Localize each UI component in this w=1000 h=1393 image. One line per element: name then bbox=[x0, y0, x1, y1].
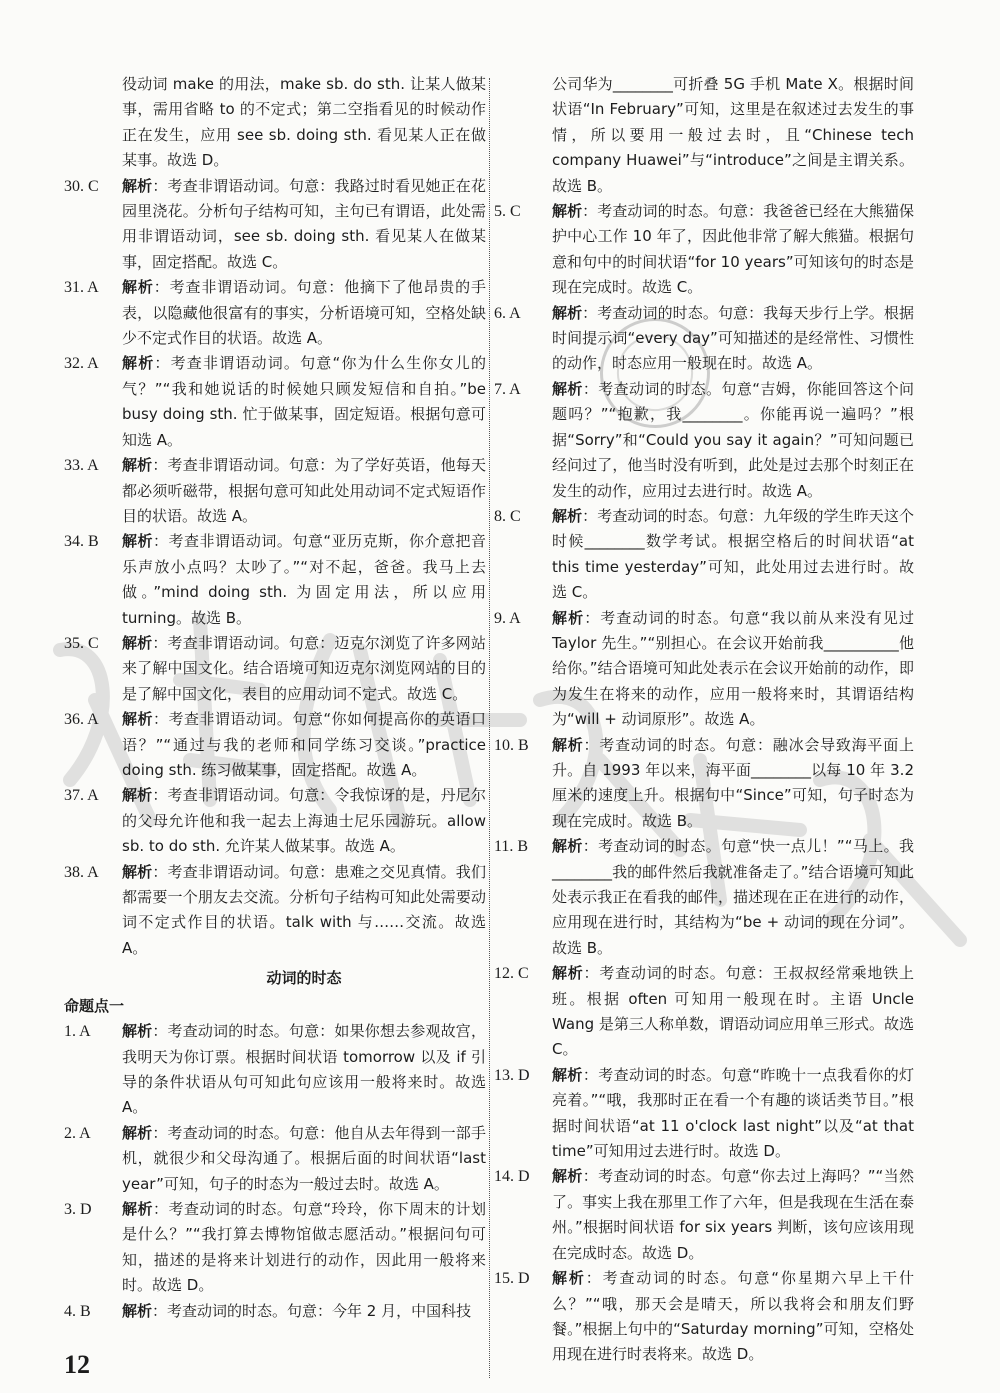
subhead: 命题点一 bbox=[64, 997, 125, 1016]
left-intro-continuation bbox=[64, 72, 486, 174]
analysis-text: ：考查动词的时态。句意“快一点儿！”“马上。我________我的邮件然后我就准备走了。”结合语境可知此处表示我正在看我的邮件，描述现在正在进行的动作，应用现在进行时，其结构为“be + 动词的现在分词”。故选 B。 bbox=[552, 837, 914, 957]
analysis-label: 解析 bbox=[552, 303, 583, 322]
analysis-label: 解析 bbox=[122, 532, 153, 551]
analysis-label: 解析 bbox=[552, 202, 583, 221]
analysis-label: 解析 bbox=[122, 1123, 153, 1142]
answer-entry bbox=[64, 351, 486, 453]
analysis-text: ：考查动词的时态。句意：融冰会导致海平面上升。自 1993 年以来，海平面________以每 10 年 3.2 厘米的速度上升。根据句中“Since”可知，句子时态为现在完成时。故选 B。 bbox=[552, 735, 914, 830]
answer-entry bbox=[494, 834, 914, 961]
analysis-label: 解析 bbox=[552, 1269, 586, 1288]
analysis-text: ：考查非谓语动词。句意：我路过时看见她正在花园里浇花。分析句子结构可知，主句已有谓语，此处需用非谓语动词，see sb. doing sth. 看见某人在做某事，固定搭配。故选 C。 bbox=[122, 176, 486, 271]
answer-entry bbox=[494, 1063, 914, 1165]
analysis-label: 解析 bbox=[122, 710, 153, 729]
analysis-text: ：考查动词的时态。句意：我爸爸已经在大熊猫保护中心工作 10 年了，因此他非常了解大熊猫。根据句意和句中的时间状语“for 10 years”可知该句的时态是现在完成时。故选 C。 bbox=[552, 202, 914, 297]
right-column bbox=[494, 72, 914, 1368]
answer-entry bbox=[64, 707, 486, 783]
answer-number: 7. A bbox=[494, 380, 521, 398]
answer-number: 32. A bbox=[64, 355, 99, 373]
answer-entry bbox=[64, 860, 486, 962]
analysis-label: 解析 bbox=[552, 506, 583, 525]
answer-number: 31. A bbox=[64, 279, 99, 297]
analysis-label: 解析 bbox=[552, 379, 583, 398]
answer-number: 10. B bbox=[494, 736, 529, 754]
answer-number: 8. C bbox=[494, 507, 521, 525]
analysis-label: 解析 bbox=[122, 1301, 153, 1320]
answer-number: 1. A bbox=[64, 1023, 91, 1041]
answer-number: 15. D bbox=[494, 1270, 530, 1288]
analysis-label: 解析 bbox=[122, 176, 153, 195]
analysis-label: 解析 bbox=[122, 1022, 153, 1041]
answer-number: 35. C bbox=[64, 634, 99, 652]
answer-entry bbox=[64, 631, 486, 707]
analysis-label: 解析 bbox=[552, 964, 584, 983]
answer-number: 37. A bbox=[64, 787, 99, 805]
analysis-text: ：考查动词的时态。句意“玲玲，你下周末的计划是什么？”“我打算去博物馆做志愿活动。”根据问句可知，描述的是将来计划进行的动作，因此用一般将来时。故选 D。 bbox=[122, 1200, 486, 1295]
analysis-text: ：考查非谓语动词。句意“你为什么生你女儿的气？”“我和她说话的时候她只顾发短信和自拍。”be busy doing sth. 忙于做某事，固定短语。根据句意可知选 A。 bbox=[122, 354, 486, 449]
answer-entry bbox=[494, 199, 914, 301]
analysis-text: ：考查动词的时态。句意：九年级的学生昨天这个时候________数学考试。根据空格后的时间状语“at this time yesterday”可知，此处用过去进行时。故选 C。 bbox=[552, 506, 914, 602]
analysis-text: ：考查动词的时态。句意“你去过上海吗？”“当然了。事实上我在那里工作了六年，但是我现在生活在泰州。”根据时间状语 for six years 判断，该句应该用现在完成时态。故选 D。 bbox=[552, 1167, 914, 1262]
page-number: 12 bbox=[64, 1350, 90, 1379]
analysis-label: 解析 bbox=[122, 633, 153, 652]
analysis-label: 解析 bbox=[122, 862, 153, 881]
right-continuation bbox=[494, 72, 914, 199]
answer-number: 5. C bbox=[494, 203, 521, 221]
answer-entry bbox=[64, 1197, 486, 1299]
answer-number: 33. A bbox=[64, 457, 99, 475]
answer-number: 12. C bbox=[494, 965, 529, 983]
analysis-text: ：考查非谓语动词。句意“亚历克斯，你介意把音乐声放小点吗？太吵了。”“对不起，爸爸。我马上去做。”mind doing sth. 为固定用法，所以应用 turning。故选 B。 bbox=[122, 532, 486, 627]
answer-entry bbox=[494, 377, 914, 504]
analysis-text: ：考查动词的时态。句意：今年 2 月，中国科技 bbox=[152, 1301, 472, 1320]
analysis-label: 解析 bbox=[122, 354, 155, 373]
analysis-label: 解析 bbox=[122, 278, 154, 297]
analysis-text: ：考查非谓语动词。句意：患难之交见真情。我们都需要一个朋友去交流。分析句子结构可知此处需要动词不定式作目的状语。talk with 与……交流。故选 A。 bbox=[122, 862, 486, 957]
left-column bbox=[64, 72, 486, 1324]
analysis-label: 解析 bbox=[122, 1200, 153, 1219]
answer-entry bbox=[64, 275, 486, 351]
answer-number: 30. C bbox=[64, 177, 99, 195]
analysis-text: ：考查动词的时态。句意“你星期六早上干什么？”“哦，那天会是晴天，所以我将会和朋友们野餐。”根据上句中的“Saturday morning”可知，空格处用现在进行时表将来。故选 D。 bbox=[552, 1269, 914, 1364]
answer-number: 9. A bbox=[494, 609, 521, 627]
answer-entry bbox=[494, 504, 914, 606]
analysis-text: ：考查动词的时态。句意：如果你想去参观故宫，我明天为你订票。根据时间状语 tomorrow 以及 if 引导的条件状语从句可知此句应该用一般将来时。故选 A。 bbox=[122, 1022, 486, 1117]
answer-list-nonfinite bbox=[64, 174, 486, 962]
answer-entry bbox=[64, 1121, 486, 1197]
answer-entry bbox=[494, 733, 914, 835]
answer-number: 34. B bbox=[64, 533, 99, 551]
analysis-label: 解析 bbox=[552, 608, 585, 627]
analysis-text: ：考查动词的时态。句意：王叔叔经常乘地铁上班。根据 often 可知用一般现在时。主语 Uncle Wang 是第三人称单数，谓语动词应用单三形式。故选 C。 bbox=[552, 964, 914, 1059]
answer-entry bbox=[64, 529, 486, 631]
answer-entry bbox=[64, 1299, 486, 1324]
continuation-text: 公司华为________可折叠 5G 手机 Mate X。根据时间状语“In February”可知，这里是在叙述过去发生的事情，所以要用一般过去时，且“Chinese tech company Huawei”与“introduce”之间是主谓关系。故选 B。 bbox=[552, 75, 914, 195]
answer-number: 13. D bbox=[494, 1066, 530, 1084]
analysis-label: 解析 bbox=[122, 456, 153, 475]
column-divider bbox=[489, 78, 490, 1378]
analysis-text: ：考查非谓语动词。句意：令我惊讶的是，丹尼尔的父母允许他和我一起去上海迪士尼乐园游玩。allow sb. to do sth. 允许某人做某事。故选 A。 bbox=[122, 786, 486, 856]
answer-entry bbox=[64, 783, 486, 859]
answer-entry bbox=[494, 961, 914, 1063]
analysis-label: 解析 bbox=[552, 1065, 583, 1084]
answer-number: 14. D bbox=[494, 1168, 530, 1186]
analysis-label: 解析 bbox=[122, 786, 153, 805]
answer-entry bbox=[64, 1019, 486, 1121]
answer-entry bbox=[64, 174, 486, 276]
answer-number: 11. B bbox=[494, 838, 529, 856]
answer-number: 3. D bbox=[64, 1201, 92, 1219]
analysis-text: ：考查非谓语动词。句意：为了学好英语，他每天都必须听磁带，根据句意可知此处用动词不定式短语作目的状语。故选 A。 bbox=[122, 456, 486, 525]
answer-number: 4. B bbox=[64, 1302, 91, 1320]
answer-entry bbox=[494, 301, 914, 377]
section-title: 动词的时态 bbox=[266, 969, 342, 988]
analysis-text: ：考查动词的时态。句意“昨晚十一点我看你的灯亮着。”“哦，我那时正在看一个有趣的谈话类节目。”根据时间状语“at 11 o'clock last night”以及“at that time”可知用过去进行时。故选 D。 bbox=[552, 1065, 914, 1161]
analysis-text: ：考查非谓语动词。句意：迈克尔浏览了许多网站来了解中国文化。结合语境可知迈克尔浏览网站的目的是了解中国文化，表目的应用动词不定式。故选 C。 bbox=[122, 633, 486, 703]
answer-entry bbox=[494, 606, 914, 733]
answer-entry bbox=[494, 1164, 914, 1266]
answer-entry bbox=[64, 453, 486, 529]
analysis-text: ：考查动词的时态。句意：我每天步行上学。根据时间提示词“every day”可知描述的是经常性、习惯性的动作，时态应用一般现在时。故选 A。 bbox=[552, 303, 914, 373]
answer-number: 6. A bbox=[494, 304, 521, 322]
intro-text: 役动词 make 的用法，make sb. do sth. 让某人做某事，需用省略 to 的不定式；第二空指看见的时候动作正在发生，应用 see sb. doing sth. 看见某人正在做某事。故选 D。 bbox=[122, 75, 486, 170]
analysis-label: 解析 bbox=[552, 837, 583, 856]
analysis-label: 解析 bbox=[552, 1167, 583, 1186]
answer-number: 38. A bbox=[64, 863, 99, 881]
analysis-text: ：考查动词的时态。句意“我以前从来没有见过 Taylor 先生。”“别担心。在会议开始前我__________他给你。”结合语境可知此处表示在会议开始前的动作，即为发生在将来的动作，应用一般将来时，其谓语结构为“will + 动词原形”。故选 A。 bbox=[552, 608, 914, 729]
answer-number: 2. A bbox=[64, 1124, 91, 1142]
analysis-text: ：考查动词的时态。句意：他自从去年得到一部手机，就很少和父母沟通了。根据后面的时间状语“last year”可知，句子的时态为一般过去时。故选 A。 bbox=[122, 1123, 486, 1193]
answer-list-tense bbox=[64, 1019, 486, 1324]
analysis-label: 解析 bbox=[552, 735, 584, 754]
answer-entry bbox=[494, 1266, 914, 1368]
analysis-text: ：考查动词的时态。句意“吉姆，你能回答这个问题吗？”“抱歉，我________。你能再说一遍吗？”根据“Sorry”和“Could you say it again？”可知问题已经问过了，他当时没有听到，此处是过去那个时刻正在发生的动作，应用过去进行时。故选 A。 bbox=[552, 379, 914, 500]
analysis-text: ：考查非谓语动词。句意“你如何提高你的英语口语？”“通过与我的老师和同学练习交谈。”practice doing sth. 练习做某事，固定搭配。故选 A。 bbox=[122, 710, 486, 779]
analysis-text: ：考查非谓语动词。句意：他摘下了他昂贵的手表，以隐藏他很富有的事实，分析语境可知，空格处缺少不定式作目的状语。故选 A。 bbox=[122, 278, 486, 348]
answer-list-tense-continued bbox=[494, 199, 914, 1368]
answer-number: 36. A bbox=[64, 711, 99, 729]
